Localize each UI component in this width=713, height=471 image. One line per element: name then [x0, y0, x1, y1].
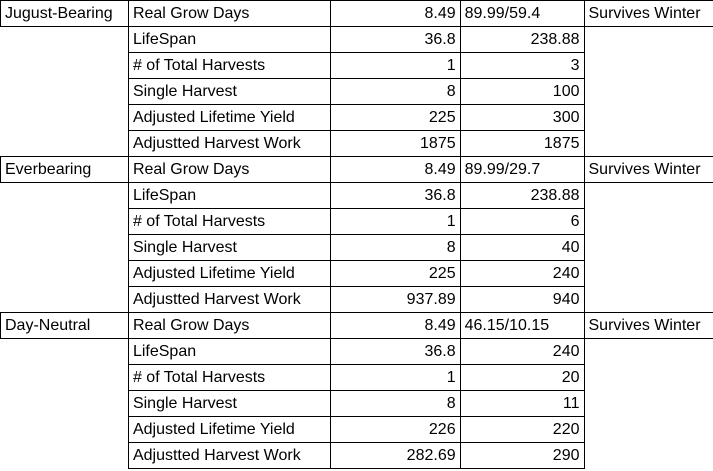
table-row [1, 287, 713, 313]
table-row [1, 339, 713, 365]
value-cell[interactable]: 8 [330, 235, 460, 261]
metric-label-cell[interactable]: Adjusted Lifetime Yield [128, 417, 330, 443]
metric-label-cell[interactable]: Single Harvest [128, 235, 330, 261]
metric-label-cell[interactable]: Adjustted Harvest Work [128, 287, 330, 313]
empty-cell[interactable] [1, 365, 129, 391]
value-cell[interactable]: 20 [460, 365, 584, 391]
empty-cell[interactable] [1, 287, 129, 313]
value-cell[interactable]: 226 [330, 417, 460, 443]
metric-label-cell[interactable]: LifeSpan [128, 183, 330, 209]
empty-cell[interactable] [1, 339, 129, 365]
value-cell[interactable]: 89.99/29.7 [460, 157, 584, 183]
value-cell[interactable]: 225 [330, 261, 460, 287]
empty-cell[interactable] [1, 105, 129, 131]
metric-label-cell[interactable]: # of Total Harvests [128, 209, 330, 235]
metric-label-cell[interactable]: # of Total Harvests [128, 365, 330, 391]
note-cell[interactable]: Survives Winter [584, 313, 713, 339]
value-cell[interactable]: 238.88 [460, 27, 584, 53]
value-cell[interactable]: 40 [460, 235, 584, 261]
table-row [1, 443, 713, 469]
value-cell[interactable]: 238.88 [460, 183, 584, 209]
empty-cell[interactable] [1, 417, 129, 443]
table-row [1, 391, 713, 417]
note-cell[interactable]: Survives Winter [584, 157, 713, 183]
value-cell[interactable]: 6 [460, 209, 584, 235]
value-cell[interactable]: 937.89 [330, 287, 460, 313]
variety-name-cell[interactable]: Everbearing [1, 157, 129, 183]
value-cell[interactable]: 1875 [330, 131, 460, 157]
value-cell[interactable]: 240 [460, 339, 584, 365]
value-cell[interactable]: 89.99/59.4 [460, 1, 584, 27]
metric-label-cell[interactable]: LifeSpan [128, 27, 330, 53]
empty-cell[interactable] [584, 391, 713, 417]
metric-label-cell[interactable]: Real Grow Days [128, 313, 330, 339]
table-row [1, 313, 713, 339]
value-cell[interactable]: 1875 [460, 131, 584, 157]
metric-label-cell[interactable]: Adjusted Lifetime Yield [128, 105, 330, 131]
empty-cell[interactable] [1, 235, 129, 261]
empty-cell[interactable] [584, 53, 713, 79]
empty-cell[interactable] [584, 417, 713, 443]
table-row [1, 157, 713, 183]
metric-label-cell[interactable]: # of Total Harvests [128, 53, 330, 79]
metric-label-cell[interactable]: Real Grow Days [128, 1, 330, 27]
value-cell[interactable]: 8.49 [330, 1, 460, 27]
empty-cell[interactable] [1, 261, 129, 287]
metric-label-cell[interactable]: Adjustted Harvest Work [128, 131, 330, 157]
table-row [1, 209, 713, 235]
value-cell[interactable]: 8 [330, 391, 460, 417]
value-cell[interactable]: 290 [460, 443, 584, 469]
value-cell[interactable]: 8.49 [330, 313, 460, 339]
value-cell[interactable]: 100 [460, 79, 584, 105]
empty-cell[interactable] [1, 53, 129, 79]
empty-cell[interactable] [1, 391, 129, 417]
table-row [1, 261, 713, 287]
spreadsheet-body [1, 1, 713, 469]
value-cell[interactable]: 36.8 [330, 27, 460, 53]
empty-cell[interactable] [1, 131, 129, 157]
empty-cell[interactable] [584, 131, 713, 157]
table-row [1, 79, 713, 105]
value-cell[interactable]: 300 [460, 105, 584, 131]
value-cell[interactable]: 8 [330, 79, 460, 105]
empty-cell[interactable] [584, 105, 713, 131]
table-row [1, 27, 713, 53]
value-cell[interactable]: 11 [460, 391, 584, 417]
value-cell[interactable]: 36.8 [330, 339, 460, 365]
metric-label-cell[interactable]: LifeSpan [128, 339, 330, 365]
empty-cell[interactable] [584, 27, 713, 53]
empty-cell[interactable] [584, 183, 713, 209]
value-cell[interactable]: 1 [330, 365, 460, 391]
metric-label-cell[interactable]: Adjustted Harvest Work [128, 443, 330, 469]
empty-cell[interactable] [1, 79, 129, 105]
empty-cell[interactable] [584, 209, 713, 235]
table-row [1, 105, 713, 131]
empty-cell[interactable] [1, 27, 129, 53]
empty-cell[interactable] [584, 79, 713, 105]
table-row [1, 1, 713, 27]
value-cell[interactable]: 8.49 [330, 157, 460, 183]
value-cell[interactable]: 240 [460, 261, 584, 287]
metric-label-cell[interactable]: Single Harvest [128, 391, 330, 417]
value-cell[interactable]: 36.8 [330, 183, 460, 209]
value-cell[interactable]: 940 [460, 287, 584, 313]
metric-label-cell[interactable]: Adjusted Lifetime Yield [128, 261, 330, 287]
value-cell[interactable]: 46.15/10.15 [460, 313, 584, 339]
variety-name-cell[interactable]: Jugust-Bearing [1, 1, 129, 27]
empty-cell[interactable] [1, 443, 129, 469]
empty-cell[interactable] [1, 183, 129, 209]
value-cell[interactable]: 282.69 [330, 443, 460, 469]
table-row [1, 183, 713, 209]
empty-cell[interactable] [584, 443, 713, 469]
empty-cell[interactable] [584, 365, 713, 391]
value-cell[interactable]: 1 [330, 209, 460, 235]
value-cell[interactable]: 1 [330, 53, 460, 79]
table-row [1, 365, 713, 391]
value-cell[interactable]: 3 [460, 53, 584, 79]
table-row [1, 235, 713, 261]
empty-cell[interactable] [584, 287, 713, 313]
empty-cell[interactable] [1, 209, 129, 235]
value-cell[interactable]: 220 [460, 417, 584, 443]
value-cell[interactable]: 225 [330, 105, 460, 131]
table-row [1, 131, 713, 157]
note-cell[interactable]: Survives Winter [584, 1, 713, 27]
variety-name-cell[interactable]: Day-Neutral [1, 313, 129, 339]
empty-cell[interactable] [584, 235, 713, 261]
metric-label-cell[interactable]: Single Harvest [128, 79, 330, 105]
table-row [1, 53, 713, 79]
empty-cell[interactable] [584, 261, 713, 287]
empty-cell[interactable] [584, 339, 713, 365]
table-row [1, 417, 713, 443]
metric-label-cell[interactable]: Real Grow Days [128, 157, 330, 183]
